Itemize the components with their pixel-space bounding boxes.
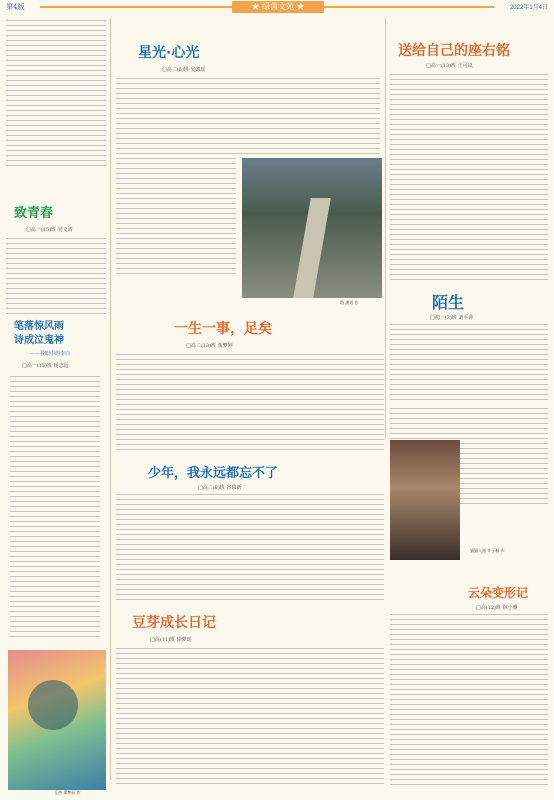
article-title: 送给自己的座右铭 [398,43,510,59]
article-byline: □高(11)班 徐梦瑶 [150,637,192,643]
column-divider [110,18,111,780]
photo-image [242,158,382,298]
article-byline: □高(12)班 林小雅 [476,605,518,611]
article-text [390,324,548,404]
article-title: 笔落惊风雨 诗成泣鬼神 [14,321,64,346]
article-byline: □高一(13)班 王可岚 [426,63,473,69]
article-byline: □高二(6)班 吴懿瑶 [162,67,206,73]
article-text [6,238,106,318]
column-divider [385,18,386,438]
article-byline: □高二(13)班 黄梦婷 [186,343,233,349]
issue-date: 2022年1月4日 [509,5,548,11]
article-title: 豆芽成长日记 [132,615,216,631]
artwork-image [390,440,460,560]
article-byline: □高二(8)班 谷慕新 [198,485,242,491]
article-title: 云朵变形记 [468,586,529,600]
article-byline: □高一(15)班 杨志远 [22,363,69,369]
article-text [116,78,380,158]
article-text [116,494,384,604]
article-subtitle: ——我眼中的李白 [30,351,71,357]
article-text [116,158,236,278]
article-text [116,648,384,788]
section-banner: ★ 绿茵文苑 ★ [232,1,324,13]
article-title: 一生一事，足矣 [174,321,272,337]
photo-caption: 路 潘语 作 [340,300,359,305]
article-byline: □初一(3)班 刘平萍 [430,315,474,321]
article-text [390,74,548,284]
article-title: 陌生 [432,293,465,312]
article-text [390,614,548,786]
article-text [10,376,100,641]
article-text [116,354,384,454]
article-title: 致青春 [14,206,54,221]
artwork-image [8,650,106,790]
article-title: 星光·心光 [138,45,200,61]
page-number: 第4版 [6,3,25,11]
artwork-caption: 猫猫入画 许子桐 作 [470,548,505,553]
article-title: 少年，我永远都忘不了 [148,466,279,481]
article-byline: □高一(15)班 吴文清 [26,227,73,233]
artwork-caption: 玉兽 郑梦丽 作 [54,790,81,795]
article-text [6,20,106,170]
